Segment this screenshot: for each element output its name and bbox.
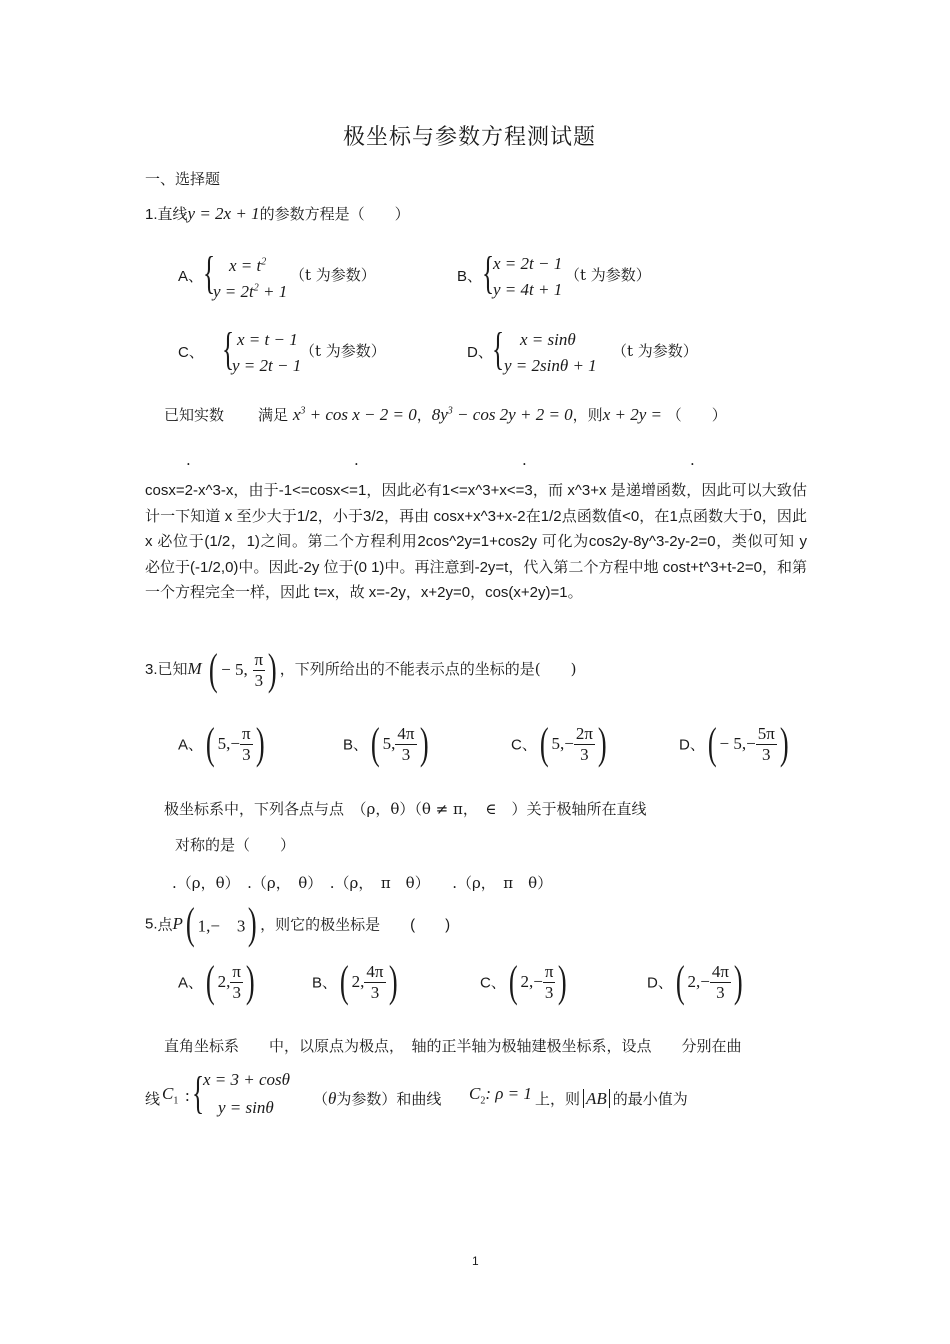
- brace-icon: {: [222, 323, 235, 374]
- brace-icon: {: [203, 247, 216, 298]
- question-3-stem: 3.已知M ( − 5, $\frac{\pi}{3}$ ) ，下列所给出的不能表示点的坐标的是( ): [145, 645, 577, 694]
- option-d-eq2: y = 2sinθ + 1: [504, 356, 597, 375]
- curve-c1-eq1: x = 3 + cosθ: [203, 1070, 291, 1089]
- q5-option-c: C、( 2,− $\frac{\pi}{3}$ ): [480, 957, 568, 1006]
- option-marker: .: [690, 451, 695, 469]
- option-marker: .: [354, 451, 359, 469]
- curve-c2: $C_2$: ρ = 1: [469, 1084, 532, 1107]
- option-d-eq1: x = sinθ: [520, 330, 576, 349]
- curve-c1: $C_1$: [162, 1084, 179, 1107]
- question-1-stem: [145, 203, 410, 224]
- brace-icon: {: [492, 323, 505, 374]
- option-b-eq2: y = 4t + 1: [493, 280, 563, 299]
- question-6-line1: 直角坐标系 中，以原点为极点， 轴的正半轴为极轴建极坐标系，设点 分别在曲: [164, 1037, 742, 1055]
- option-label-b: B、: [457, 268, 483, 285]
- option-a-eq2: $y = 2t^2 + 1$: [213, 282, 288, 301]
- brace-icon: {: [192, 1067, 205, 1118]
- question-6-pre: 线: [145, 1090, 161, 1108]
- option-label-c: C、: [178, 344, 204, 361]
- question-6-note: （θ为参数）和曲线: [313, 1089, 442, 1108]
- q5-option-b: B、( 2, $\frac{4\pi}{3}$ ): [312, 957, 398, 1006]
- stem-equation: y = 2x + 1: [187, 204, 260, 223]
- option-b-note: （t 为参数）: [565, 266, 651, 284]
- option-c-eq2: y = 2t − 1: [232, 356, 302, 375]
- q3-option-d: D、( − 5,− $\frac{5\pi}{3}$ ): [679, 719, 789, 768]
- option-marker: .: [522, 451, 527, 469]
- option-b-eq1: x = 2t − 1: [493, 254, 563, 273]
- question-6-tail: 上，则 AB 的最小值为: [535, 1089, 688, 1108]
- question-4-line1: 极坐标系中，下列各点与点 （ρ，θ）（θ ≠ π， ∈ ）关于极轴所在直线: [164, 800, 647, 818]
- option-a-note: （t 为参数）: [290, 266, 376, 284]
- option-label-d: D、: [467, 344, 493, 361]
- q3-option-a: A、( 5,− $\frac{\pi}{3}$ ): [178, 719, 265, 768]
- option-a-eq1: $x = t^2$: [229, 256, 267, 275]
- section-heading: 一、选择题: [145, 170, 221, 188]
- curve-c1-eq2: y = sinθ: [218, 1098, 274, 1117]
- question-4-line2: 对称的是（ ）: [175, 836, 296, 854]
- page-title: 极坐标与参数方程测试题: [343, 125, 597, 150]
- option-c-note: （t 为参数）: [300, 342, 386, 360]
- option-d-note: （t 为参数）: [612, 342, 698, 360]
- q3-option-b: B、( 5, $\frac{4\pi}{3}$ ): [343, 719, 429, 768]
- option-c-eq1: x = t − 1: [237, 330, 298, 349]
- question-2-stem: 已知实数 满足 $x^3 + \cos x - 2 = 0$，$8y^3 - \cos 2y + 2 = 0$，则x + 2y = （ ）: [164, 405, 727, 424]
- solution-paragraph: cosx=2-x^3-x，由于-1<=cosx<=1，因此必有1<=x^3+x<=3，而 x^3+x 是递增函数，因此可以大致估计一下知道 x 至少大于1/2，小于3/2，再由 cosx+x^3+x-2在1/2点函数值<0，在1点函数大于0，因此 x 必位于(1/2，1)之间。第二个方程利用2cos^2y=1+cos2y 可化为cos2y-8y^3-2y-2=0，类似可知 y 必位于(-1/2,0)中。因此-2y 位于(0 1)中。再注意到-2y=t，代入第二个方程中地 cost+t^3+t-2=0，和第一个方程完全一样，因此 t=x，故 x=-2y，x+2y=0，cos(x+2y)=1。: [145, 482, 807, 601]
- brace-icon: {: [482, 247, 495, 298]
- stem-text: 的参数方程是（ ）: [259, 205, 410, 223]
- option-label-a: A、: [178, 268, 204, 285]
- q5-option-a: A、( 2, $\frac{\pi}{3}$ ): [178, 957, 255, 1006]
- page-number: 1: [472, 1254, 479, 1268]
- q3-option-c: C、( 5,− $\frac{2\pi}{3}$ ): [511, 719, 607, 768]
- question-5-stem: 5.点P( 1,− 3) ，则它的极坐标是 ( ): [145, 899, 451, 948]
- curve-c1-colon: :: [185, 1086, 190, 1105]
- question-4-options: .（ρ，θ） .（ρ， θ） .（ρ， π θ） .（ρ， π θ）: [172, 874, 553, 892]
- stem-text: 直线: [157, 205, 188, 223]
- option-marker: .: [186, 451, 191, 469]
- q5-option-d: D、( 2,− $\frac{4\pi}{3}$ ): [647, 957, 743, 1006]
- question-number: 1.: [145, 206, 158, 223]
